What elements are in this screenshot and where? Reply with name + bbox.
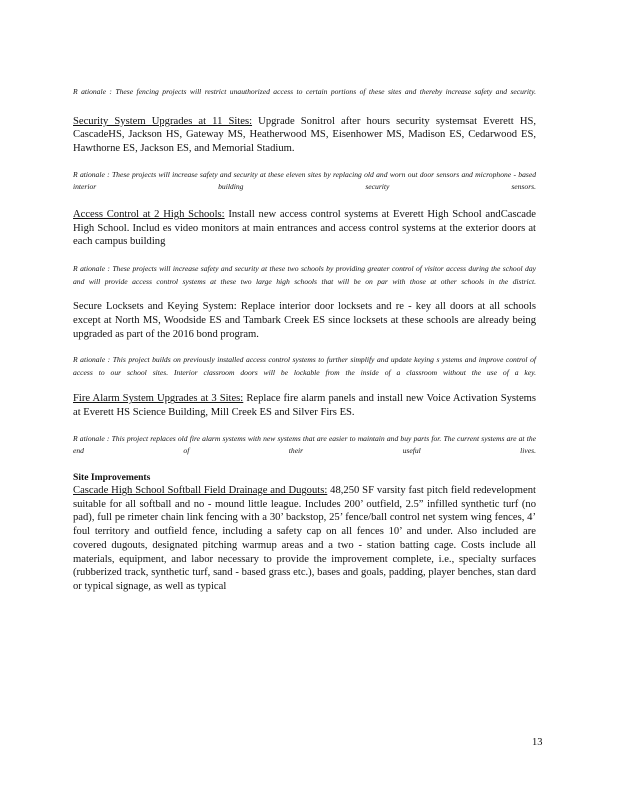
rationale-access-control: R ationale : These projects will increase safety and security at these two schools by providing greater control of visitor access during the school day and will provide access control systems at these two large high schools that will be on par with those at other schools in the district. (73, 264, 536, 286)
section-body: Replace fire alarm panels and install new Voice Activation Systems at Everett HS Science Building, Mill Creek ES and Silver Firs ES. (73, 393, 537, 419)
section-body: Install new access control systems at Everett High School andCascade High School. Includ es video monitors at main entrances and access control systems at the exterior doors at each campus building (73, 208, 537, 248)
section-access-control (73, 208, 536, 249)
section-security-upgrades (73, 115, 536, 156)
rationale-fencing: R ationale : These fencing projects will restrict unauthorized access to certain portions of these sites and thereby increase safety and security. (73, 87, 536, 96)
section-softball-field (73, 484, 536, 594)
section-locksets (73, 300, 536, 341)
section-title: Security System Upgrades at 11 Sites: (73, 115, 253, 127)
section-body: 48,250 SF varsity fast pitch field redevelopment suitable for all softball and no - mound little league. Includes 200’ outfield, 2.5” infilled synthetic turf (no pad), full pe rimeter chain link fencing with a 30’ backstop, 25’ fence/ball control net system wing fences, 4’ foul territory and outfield fence, including a safety cap on all fences 10’ and under. Also included are covered dugouts, designated pitching warmup areas and a two - station batting cage. Costs include all materials, equipment, and labor necessary to provide the improvement complete, i.e., specialty surfaces (rubberized track, synthetic turf, sand - based grass etc.), bases and goals, padding, player benches, stan dard or typical signage, as well as typical (73, 485, 536, 592)
page-content (73, 86, 536, 594)
section-title: Fire Alarm System Upgrades at 3 Sites: (73, 393, 244, 405)
section-body: Upgrade Sonitrol after hours security systemsat Everett HS, CascadeHS, Jackson HS, Gateway MS, Heatherwood MS, Eisenhower MS, Madison ES, Cedarwood ES, Hawthorne ES, Jackson ES, and Memorial Stadium. (73, 115, 537, 154)
rationale-locksets: R ationale : This project builds on previously installed access control systems to further simplify and update keying s ystems and improve control of access to our school sites. Interior classroom doors will be lockable from the inside of a classroom without the use of a key. (73, 355, 536, 377)
rationale-security-upgrades: R ationale : These projects will increase safety and security at these eleven sites by replacing old and worn out door sensors and microphone - based interior building security sensors. (73, 169, 536, 192)
section-fire-alarm (73, 392, 536, 419)
site-improvements-heading: Site Improvements (73, 472, 151, 484)
section-title: Cascade High School Softball Field Drainage and Dugouts: (73, 485, 328, 497)
page-number: 13 (532, 737, 543, 748)
rationale-fire-alarm: R ationale : This project replaces old fire alarm systems with new systems that are easier to maintain and buy parts for. The current systems are at the end of their useful lives. (73, 433, 536, 456)
section-title: Access Control at 2 High Schools: (73, 208, 225, 220)
section-body: Secure Locksets and Keying System: Replace interior door locksets and re - key all doors at all schools except at North MS, Woodside ES and Tambark Creek ES since locksets at these schools are already being upgraded as part of the 2016 bond program. (73, 301, 536, 340)
